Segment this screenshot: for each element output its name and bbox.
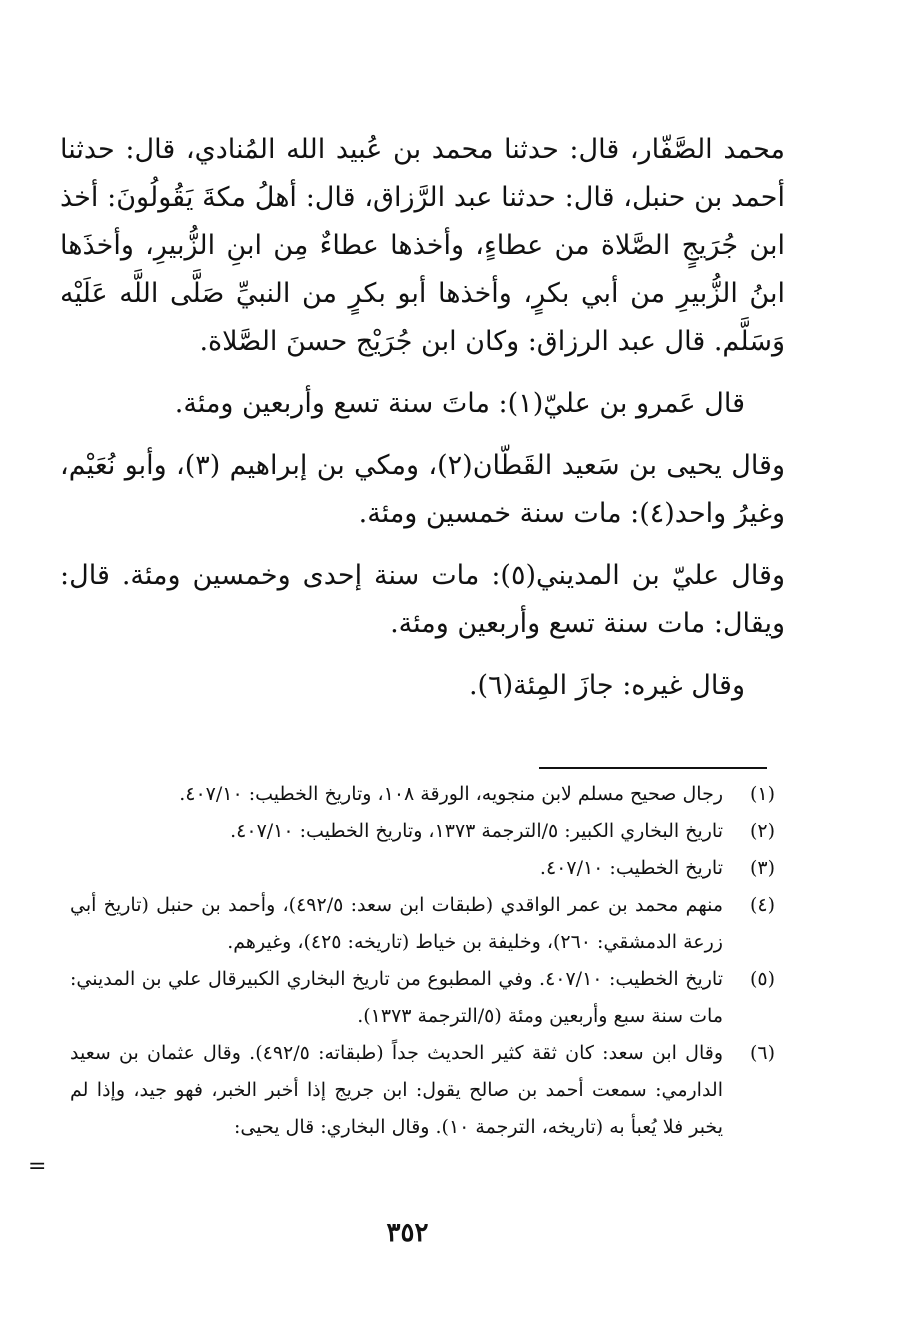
footnote-number: (٤) <box>749 894 775 916</box>
footnote <box>70 850 775 887</box>
footnote-text: تاريخ البخاري الكبير: ٥/الترجمة ١٣٧٣، وتاريخ الخطيب: ٤٠٧/١٠. <box>230 820 723 842</box>
footnote <box>70 961 775 1035</box>
page-number: ٣٥٢ <box>386 1218 429 1248</box>
footnote-text: منهم محمد بن عمر الواقدي (طبقات ابن سعد: ٤٩٢/٥)، وأحمد بن حنبل (تاريخ أبي زرعة الدمشقي: ٢٦٠)، وخليفة بن خياط (تاريخه: ٤٢٥)، وغيرهم. <box>70 894 723 953</box>
footnote-number: (٢) <box>749 820 775 842</box>
footnote-text: رجال صحيح مسلم لابن منجويه، الورقة ١٠٨، وتاريخ الخطيب: ٤٠٧/١٠. <box>179 783 723 805</box>
footnote <box>70 1035 775 1146</box>
main-text <box>60 126 785 710</box>
paragraph-amr-ibn-ali: قال عَمرو بن عليّ(١): ماتَ سنة تسع وأربعين ومئة. <box>174 388 745 419</box>
footnote-number: (٣) <box>749 857 775 879</box>
footnote-text: وقال ابن سعد: كان ثقة كثير الحديث جداً (طبقاته: ٤٩٢/٥). وقال عثمان بن سعيد الدارمي: سمعت أحمد بن صالح يقول: ابن جريج إذا أخبر الخبر، فهو جيد، وإذا لم يخبر فلا يُعبأ به (تاريخه، الترجمة ١٠). وقال البخاري: قال يحيى: <box>70 1042 723 1138</box>
footnotes <box>70 776 775 1146</box>
footnote <box>70 887 775 961</box>
paragraph-ali-ibn-al-madini: وقال عليّ بن المديني(٥): مات سنة إحدى وخمسين ومئة. قال: ويقال: مات سنة تسع وأربعين ومئة. <box>60 560 786 639</box>
paragraph-yahya-al-qattan: وقال يحيى بن سَعيد القَطّان(٢)، ومكي بن إبراهيم (٣)، وأبو نُعَيْم، وغيرُ واحد(٤): مات سنة خمسين ومئة. <box>60 450 785 529</box>
footnote-text: تاريخ الخطيب: ٤٠٧/١٠. وفي المطبوع من تاريخ البخاري الكبيرقال علي بن المديني: مات سنة سبع وأربعين ومئة (٥/الترجمة ١٣٧٣). <box>70 968 723 1027</box>
footnote <box>70 776 775 813</box>
paragraph-isnad: محمد الصَّفّار، قال: حدثنا محمد بن عُبيد الله المُنادي، قال: حدثنا أحمد بن حنبل، قال: حدثنا عبد الرَّزاق، قال: أهلُ مكةَ يَقُولُونَ: أخذ ابن جُرَيجٍ الصَّلاة من عطاءٍ، وأخذها عطاءٌ مِن ابنِ الزُّبيرِ، وأخذَها ابنُ الزُّبيرِ من أبي بكرٍ، وأخذها أبو بكرٍ من النبيِّ صَلَّى اللَّه عَلَيْه وَسَلَّم. قال عبد الرزاق: وكان ابن جُرَيْج حسنَ الصَّلاة. <box>60 134 785 357</box>
footnote-number: (٦) <box>749 1042 775 1064</box>
paragraph-others: وقال غيره: جازَ المِئة(٦). <box>468 670 745 701</box>
footnote-number: (٥) <box>749 968 775 990</box>
continuation-mark: = <box>28 1154 47 1179</box>
footnote-divider <box>539 767 767 769</box>
footnote <box>70 813 775 850</box>
footnote-text: تاريخ الخطيب: ٤٠٧/١٠. <box>539 857 723 879</box>
footnote-number: (١) <box>749 783 775 805</box>
